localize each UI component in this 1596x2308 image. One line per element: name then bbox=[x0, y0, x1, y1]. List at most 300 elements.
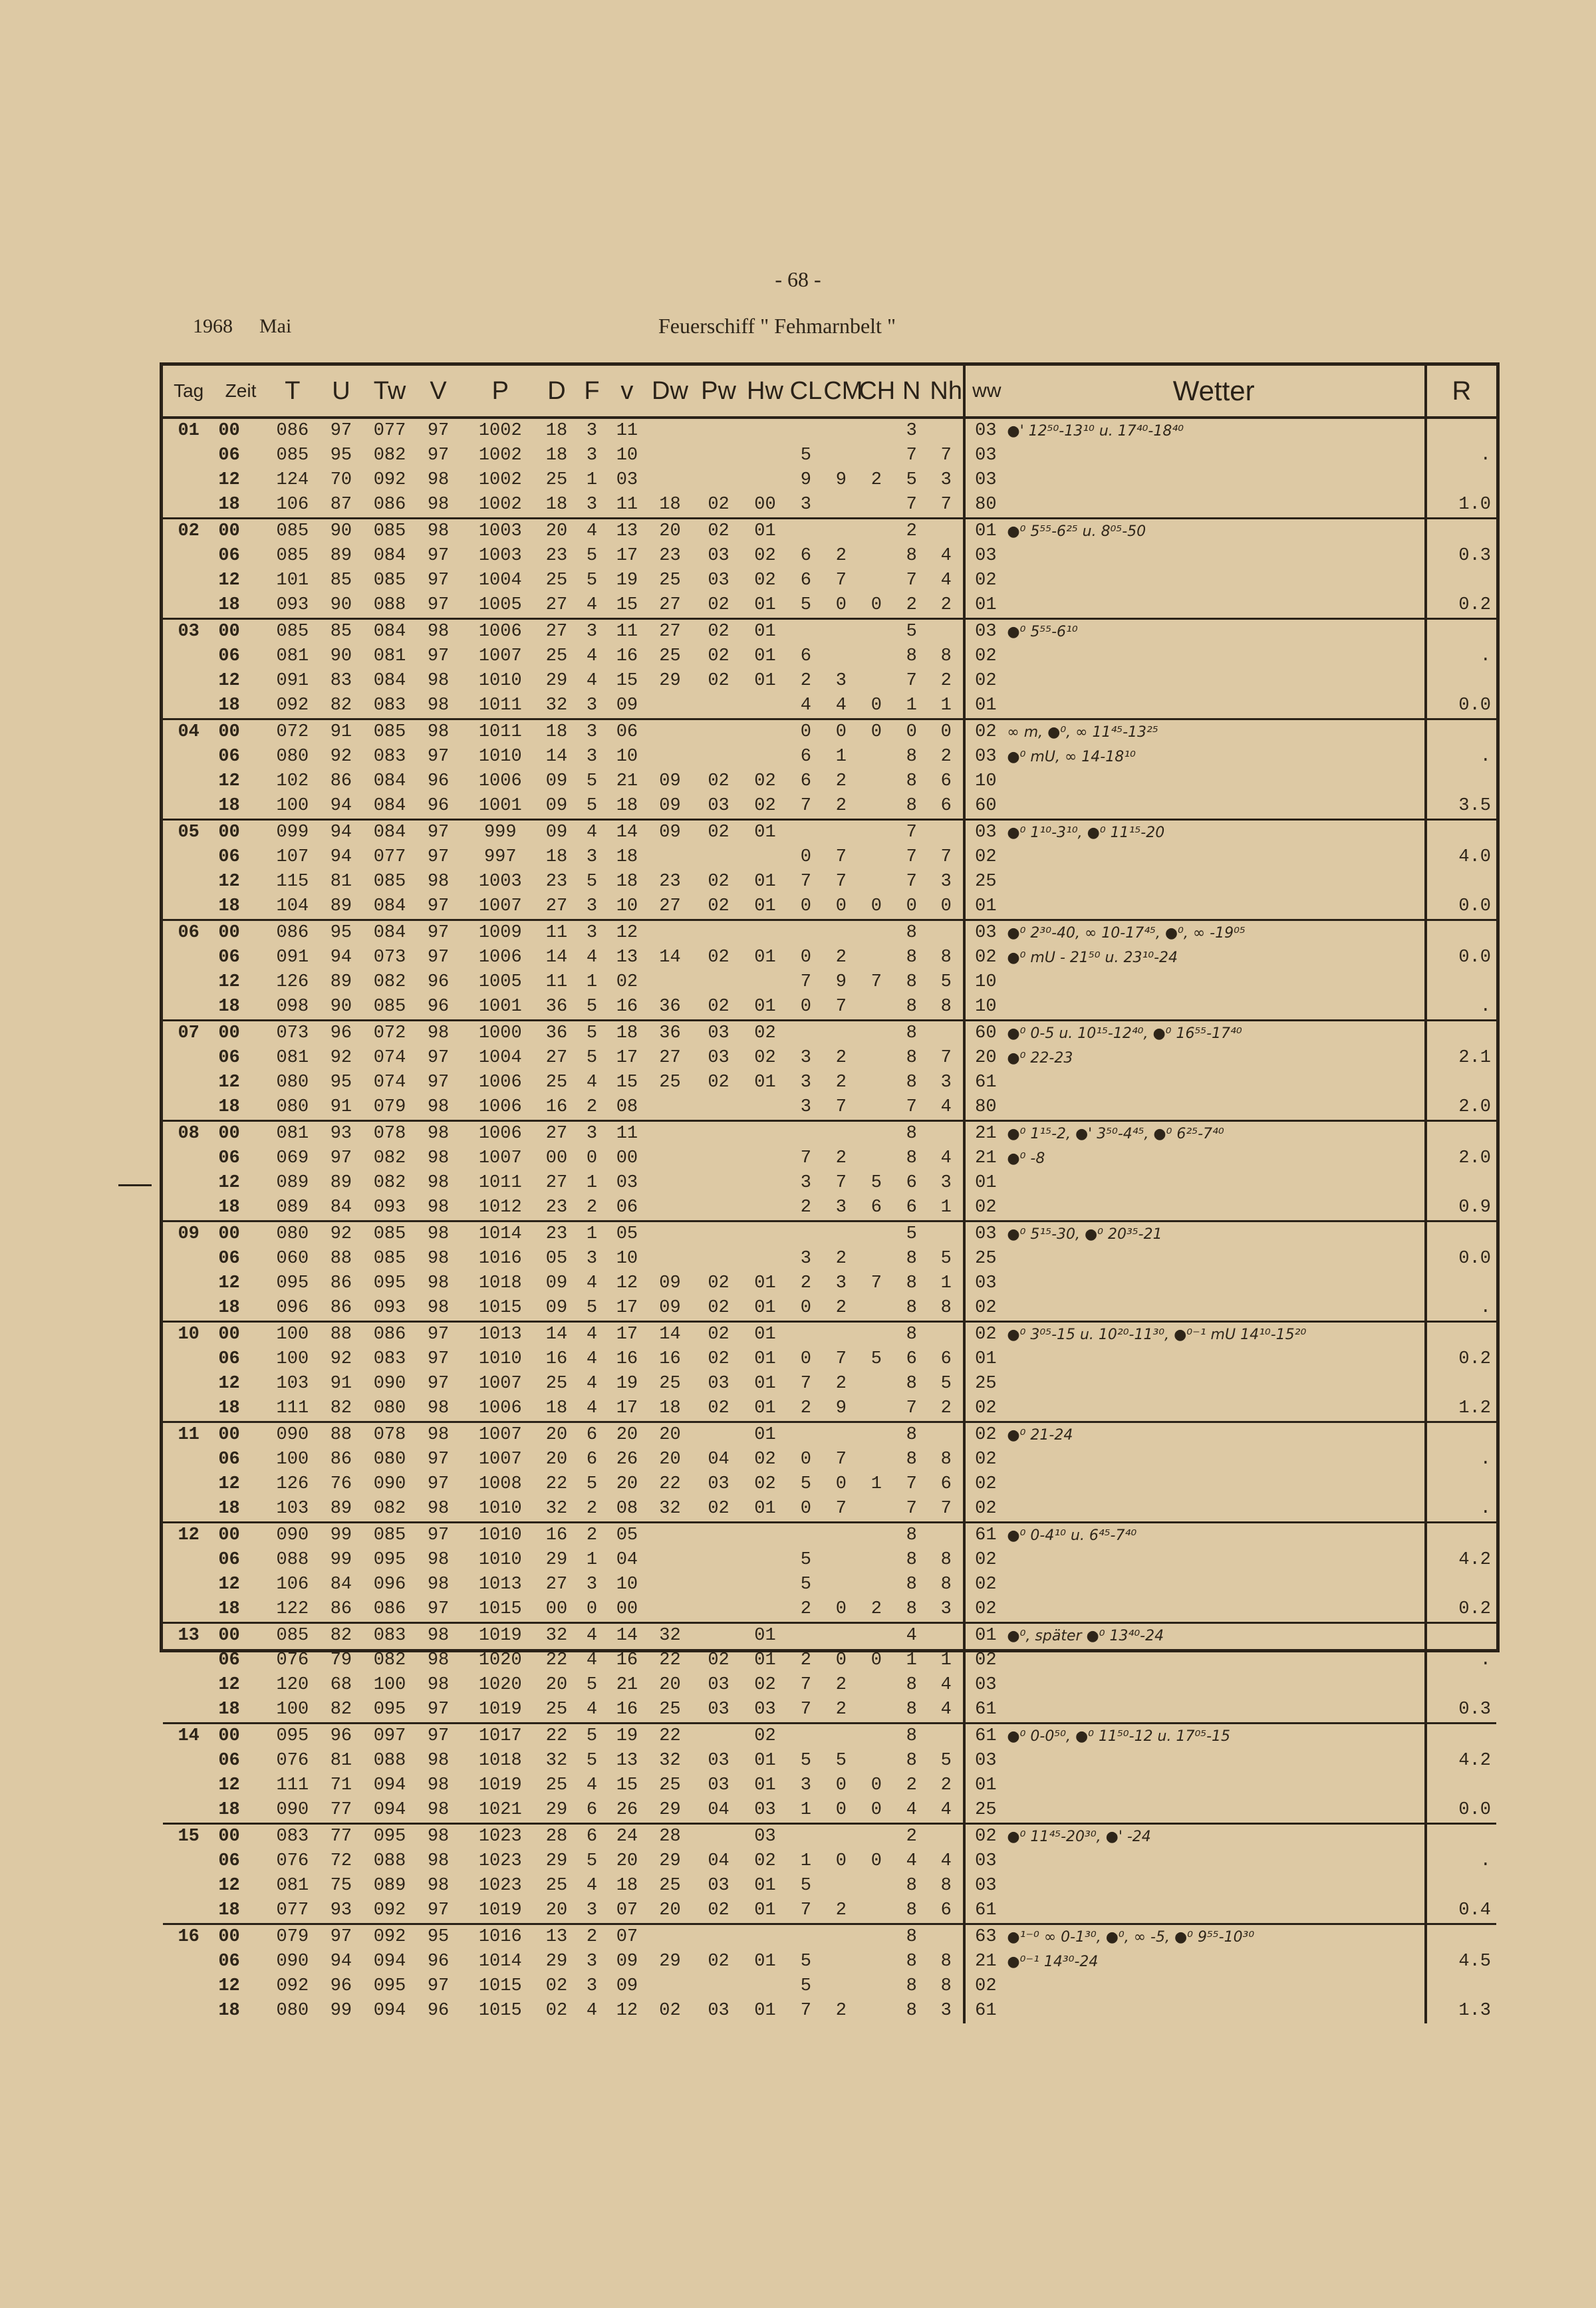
table-row bbox=[163, 946, 1496, 970]
cell-dw: 25 bbox=[659, 1700, 681, 1720]
cell-ww: 61 bbox=[964, 1698, 1003, 1724]
cell-dw bbox=[644, 1247, 695, 1271]
cell-tw: 095 bbox=[373, 1976, 406, 1996]
cell-t: 089 bbox=[276, 1173, 309, 1193]
cell-v: 09 bbox=[616, 696, 638, 715]
cell-t: 080 bbox=[276, 1097, 309, 1117]
cell-n: 7 bbox=[906, 571, 917, 590]
cell-d: 23 bbox=[545, 872, 568, 892]
cell-dw: 25 bbox=[659, 1374, 681, 1394]
cell-u: 94 bbox=[330, 847, 352, 867]
cell-nh: 4 bbox=[940, 571, 952, 590]
cell-v: 97 bbox=[427, 847, 450, 867]
cell-v: 97 bbox=[427, 546, 450, 566]
cell-hw bbox=[742, 719, 789, 745]
cell-n: 8 bbox=[906, 1374, 917, 1394]
cell-d: 29 bbox=[545, 1851, 568, 1871]
cell-cm: 0 bbox=[835, 896, 847, 916]
cell-zeit: 00 bbox=[214, 519, 267, 545]
cell-u: 86 bbox=[330, 1273, 352, 1293]
table-row bbox=[163, 544, 1496, 569]
cell-tw: 093 bbox=[373, 1198, 406, 1218]
cell-v: 98 bbox=[427, 1575, 450, 1595]
cell-u: 88 bbox=[318, 1322, 364, 1348]
cell-f: 4 bbox=[586, 2001, 598, 2021]
cell-wetter bbox=[1003, 669, 1425, 694]
cell-n: 8 bbox=[906, 646, 917, 666]
cell-r bbox=[1426, 1472, 1496, 1497]
cell-tag bbox=[163, 1548, 214, 1573]
cell-tw: 094 bbox=[373, 2001, 406, 2021]
cell-n: 2 bbox=[894, 519, 929, 545]
cell-v: 98 bbox=[427, 1148, 450, 1168]
cell-d: 25 bbox=[545, 1700, 568, 1720]
cell-pw bbox=[696, 1548, 742, 1573]
cell-hw: 01 bbox=[742, 519, 789, 545]
cell-ww: 61 bbox=[964, 1999, 1003, 2023]
cell-f: 5 bbox=[586, 771, 598, 791]
cell-pw: 02 bbox=[708, 671, 730, 691]
cell-zeit: 00 bbox=[214, 1021, 267, 1047]
cell-n: 6 bbox=[906, 1349, 917, 1369]
cell-ww: 02 bbox=[964, 1472, 1003, 1497]
cell-ww: 25 bbox=[964, 1372, 1003, 1396]
cell-wetter bbox=[1003, 544, 1425, 569]
cell-dw: 23 bbox=[659, 546, 681, 566]
cell-hw: 01 bbox=[754, 2001, 776, 2021]
cell-v: 98 bbox=[415, 1121, 462, 1147]
column-header-dw: Dw bbox=[644, 366, 695, 418]
table-row bbox=[163, 820, 1496, 846]
cell-nh: 3 bbox=[940, 470, 952, 490]
cell-d: 27 bbox=[539, 619, 575, 645]
cell-zeit: 18 bbox=[218, 1398, 240, 1418]
cell-ch bbox=[859, 1448, 894, 1472]
cell-dw: 02 bbox=[659, 2001, 681, 2021]
cell-cl bbox=[788, 619, 823, 645]
cell-n: 7 bbox=[906, 847, 917, 867]
cell-wetter: ●⁰ 21-24 bbox=[1003, 1422, 1425, 1448]
cell-p: 1000 bbox=[462, 1021, 539, 1047]
cell-pw: 02 bbox=[708, 1650, 730, 1670]
cell-r bbox=[1426, 468, 1496, 493]
cell-p: 1003 bbox=[478, 872, 522, 892]
column-header-pw: Pw bbox=[696, 366, 742, 418]
cell-tag bbox=[163, 694, 214, 719]
cell-t: 069 bbox=[276, 1148, 309, 1168]
cell-t: 100 bbox=[276, 1700, 309, 1720]
cell-f: 3 bbox=[574, 920, 609, 946]
cell-v: 98 bbox=[427, 1198, 450, 1218]
cell-v: 15 bbox=[616, 595, 638, 615]
table-row bbox=[163, 1347, 1496, 1372]
cell-t: 090 bbox=[276, 1952, 309, 1972]
cell-ww: 03 bbox=[964, 820, 1003, 846]
cell-ch bbox=[859, 569, 894, 593]
cell-hw: 01 bbox=[754, 1298, 776, 1318]
cell-ch: 0 bbox=[870, 1775, 882, 1795]
cell-d: 25 bbox=[545, 571, 568, 590]
cell-tw: 084 bbox=[373, 671, 406, 691]
cell-p: 1014 bbox=[462, 1221, 539, 1247]
cell-t: 095 bbox=[267, 1724, 318, 1749]
cell-hw: 03 bbox=[742, 1824, 789, 1850]
cell-f: 3 bbox=[586, 696, 598, 715]
cell-r bbox=[1426, 1021, 1496, 1047]
cell-pw: 02 bbox=[708, 872, 730, 892]
cell-cl: 5 bbox=[800, 1751, 811, 1771]
cell-n: 8 bbox=[906, 1273, 917, 1293]
cell-f: 5 bbox=[586, 872, 598, 892]
cell-cm: 2 bbox=[835, 1073, 847, 1092]
cell-n: 8 bbox=[894, 1322, 929, 1348]
cell-v: 96 bbox=[427, 796, 450, 816]
cell-tw: 080 bbox=[373, 1450, 406, 1470]
cell-dw: 27 bbox=[659, 1048, 681, 1068]
cell-cm: 4 bbox=[835, 696, 847, 715]
cell-nh: 7 bbox=[940, 446, 952, 465]
cell-dw: 20 bbox=[644, 519, 695, 545]
cell-u: 86 bbox=[330, 1298, 352, 1318]
cell-zeit: 18 bbox=[218, 997, 240, 1017]
cell-dw: 20 bbox=[644, 1422, 695, 1448]
cell-v: 14 bbox=[609, 1623, 644, 1649]
cell-f: 4 bbox=[586, 1349, 598, 1369]
table-row bbox=[163, 1171, 1496, 1196]
cell-cl bbox=[788, 1221, 823, 1247]
cell-u: 71 bbox=[330, 1775, 352, 1795]
cell-pw bbox=[696, 1196, 742, 1221]
cell-tw: 085 bbox=[373, 1249, 406, 1269]
header-month: Mai bbox=[259, 315, 292, 337]
cell-wetter bbox=[1003, 845, 1425, 870]
cell-wetter: ●' 12⁵⁰-13¹⁰ u. 17⁴⁰-18⁴⁰ bbox=[1007, 423, 1184, 440]
cell-f: 6 bbox=[586, 1800, 598, 1820]
cell-ch bbox=[859, 1497, 894, 1523]
table-row bbox=[163, 1673, 1496, 1698]
cell-zeit: 12 bbox=[218, 1474, 240, 1494]
cell-zeit: 12 bbox=[218, 571, 240, 590]
cell-nh: 3 bbox=[940, 1173, 952, 1193]
cell-nh: 4 bbox=[940, 1700, 952, 1720]
cell-r: . bbox=[1426, 644, 1496, 669]
cell-p: 1010 bbox=[478, 747, 522, 767]
cell-cl: 9 bbox=[800, 470, 811, 490]
cell-cm bbox=[823, 1573, 859, 1597]
cell-cm: 1 bbox=[835, 747, 847, 767]
cell-dw: 18 bbox=[659, 1398, 681, 1418]
cell-hw: 02 bbox=[742, 1021, 789, 1047]
cell-nh bbox=[929, 1523, 964, 1549]
cell-hw bbox=[742, 1196, 789, 1221]
table-row bbox=[163, 619, 1496, 645]
cell-d: 13 bbox=[539, 1924, 575, 1950]
cell-d: 02 bbox=[545, 1976, 568, 1996]
cell-dw bbox=[644, 1548, 695, 1573]
cell-tag bbox=[163, 1071, 214, 1095]
cell-p: 1006 bbox=[462, 619, 539, 645]
cell-r bbox=[1426, 1121, 1496, 1147]
cell-f: 5 bbox=[586, 1048, 598, 1068]
cell-v: 98 bbox=[415, 719, 462, 745]
cell-f: 5 bbox=[574, 1724, 609, 1749]
cell-cm bbox=[823, 1548, 859, 1573]
cell-pw: 03 bbox=[696, 1021, 742, 1047]
cell-n: 8 bbox=[906, 1048, 917, 1068]
cell-f: 5 bbox=[586, 571, 598, 590]
cell-d: 29 bbox=[545, 671, 568, 691]
table-row bbox=[163, 694, 1496, 719]
cell-v: 11 bbox=[609, 619, 644, 645]
cell-ww: 60 bbox=[964, 794, 1003, 820]
cell-v: 20 bbox=[616, 1474, 638, 1494]
cell-pw: 04 bbox=[708, 1851, 730, 1871]
cell-cm bbox=[823, 1623, 859, 1649]
table-row bbox=[163, 1396, 1496, 1422]
cell-pw bbox=[696, 1171, 742, 1196]
cell-u: 91 bbox=[318, 719, 364, 745]
cell-ch: 5 bbox=[870, 1349, 882, 1369]
table-row bbox=[163, 1271, 1496, 1296]
cell-p: 1003 bbox=[478, 546, 522, 566]
cell-d: 02 bbox=[545, 2001, 568, 2021]
cell-cm: 2 bbox=[835, 1675, 847, 1695]
cell-t: 126 bbox=[276, 1474, 309, 1494]
cell-t: 088 bbox=[276, 1550, 309, 1570]
cell-t: 111 bbox=[276, 1398, 309, 1418]
cell-wetter bbox=[1003, 1798, 1425, 1824]
cell-v: 10 bbox=[616, 1249, 638, 1269]
cell-t: 120 bbox=[276, 1675, 309, 1695]
cell-cl: 1 bbox=[800, 1851, 811, 1871]
cell-v: 97 bbox=[427, 646, 450, 666]
cell-hw: 01 bbox=[754, 997, 776, 1017]
cell-u: 94 bbox=[318, 820, 364, 846]
cell-pw: 02 bbox=[708, 1073, 730, 1092]
cell-v: 10 bbox=[616, 446, 638, 465]
cell-wetter bbox=[1003, 1396, 1425, 1422]
cell-pw bbox=[696, 1221, 742, 1247]
cell-tw: 088 bbox=[373, 1751, 406, 1771]
cell-pw: 04 bbox=[708, 1450, 730, 1470]
cell-cl: 2 bbox=[800, 1398, 811, 1418]
cell-r bbox=[1426, 1974, 1496, 1999]
cell-n: 8 bbox=[906, 1575, 917, 1595]
cell-v: 96 bbox=[427, 972, 450, 992]
cell-nh bbox=[929, 1824, 964, 1850]
cell-wetter: ●⁰ mU, ∞ 14-18¹⁰ bbox=[1007, 749, 1136, 765]
cell-f: 3 bbox=[586, 747, 598, 767]
cell-pw bbox=[696, 1724, 742, 1749]
cell-r: 4.0 bbox=[1426, 845, 1496, 870]
cell-ch: 0 bbox=[870, 1851, 882, 1871]
column-header-t: T bbox=[267, 366, 318, 418]
cell-u: 97 bbox=[330, 1148, 352, 1168]
cell-cl: 6 bbox=[800, 546, 811, 566]
cell-cl: 0 bbox=[800, 1349, 811, 1369]
cell-cm bbox=[823, 1322, 859, 1348]
cell-ww: 01 bbox=[964, 1171, 1003, 1196]
cell-dw: 18 bbox=[659, 495, 681, 515]
cell-tag: 16 bbox=[163, 1924, 214, 1950]
cell-t: 126 bbox=[276, 972, 309, 992]
cell-cl: 6 bbox=[800, 646, 811, 666]
cell-r: 1.0 bbox=[1426, 493, 1496, 519]
cell-hw bbox=[742, 418, 789, 444]
cell-v: 05 bbox=[609, 1221, 644, 1247]
cell-u: 89 bbox=[330, 1173, 352, 1193]
cell-tag bbox=[163, 1874, 214, 1898]
cell-v: 13 bbox=[616, 948, 638, 967]
table-row bbox=[163, 745, 1496, 769]
cell-wetter: ●⁰ 0-0⁵⁰, ●⁰ 11⁵⁰-12 u. 17⁰⁵-15 bbox=[1003, 1724, 1425, 1749]
cell-p: 1002 bbox=[478, 421, 522, 441]
cell-pw bbox=[696, 1121, 742, 1147]
cell-ww: 02 bbox=[964, 1448, 1003, 1472]
cell-f: 2 bbox=[574, 1924, 609, 1950]
cell-tw: 086 bbox=[373, 1599, 406, 1619]
cell-v: 06 bbox=[616, 1198, 638, 1218]
cell-tag bbox=[163, 468, 214, 493]
cell-ch: 7 bbox=[870, 1273, 882, 1293]
cell-tag bbox=[163, 1698, 214, 1724]
cell-v: 19 bbox=[609, 1724, 644, 1749]
cell-u: 76 bbox=[330, 1474, 352, 1494]
cell-tag bbox=[163, 1095, 214, 1121]
cell-ch bbox=[859, 1573, 894, 1597]
cell-zeit: 00 bbox=[214, 1523, 267, 1549]
table-row bbox=[163, 1924, 1496, 1950]
cell-nh: 3 bbox=[940, 2001, 952, 2021]
cell-p: 1017 bbox=[462, 1724, 539, 1749]
cell-pw bbox=[696, 845, 742, 870]
cell-v: 13 bbox=[616, 1751, 638, 1771]
cell-hw bbox=[742, 920, 789, 946]
cell-nh: 8 bbox=[940, 948, 952, 967]
cell-d: 32 bbox=[545, 1751, 568, 1771]
cell-v: 10 bbox=[616, 1575, 638, 1595]
cell-wetter bbox=[1003, 1071, 1425, 1095]
cell-tag bbox=[163, 1849, 214, 1874]
cell-f: 4 bbox=[574, 519, 609, 545]
header-station: Feuerschiff " Fehmarnbelt " bbox=[658, 314, 896, 338]
cell-ww: 02 bbox=[964, 1548, 1003, 1573]
cell-cm: 7 bbox=[835, 1349, 847, 1369]
cell-wetter: ●⁰ 2³⁰-40, ∞ 10-17⁴⁵, ●⁰, ∞ -19⁰⁵ bbox=[1003, 920, 1425, 946]
cell-v: 12 bbox=[609, 920, 644, 946]
cell-p: 1020 bbox=[478, 1675, 522, 1695]
cell-pw: 02 bbox=[696, 820, 742, 846]
cell-t: 099 bbox=[267, 820, 318, 846]
cell-tw: 082 bbox=[373, 1173, 406, 1193]
cell-d: 23 bbox=[545, 1198, 568, 1218]
cell-tag bbox=[163, 1597, 214, 1623]
cell-hw: 03 bbox=[754, 1800, 776, 1820]
cell-d: 20 bbox=[539, 519, 575, 545]
cell-ww: 02 bbox=[964, 1497, 1003, 1523]
cell-hw: 02 bbox=[754, 571, 776, 590]
cell-t: 081 bbox=[276, 646, 309, 666]
cell-d: 25 bbox=[545, 470, 568, 490]
table-row bbox=[163, 1773, 1496, 1798]
table-row bbox=[163, 1296, 1496, 1322]
cell-d: 25 bbox=[545, 1073, 568, 1092]
cell-nh: 2 bbox=[940, 671, 952, 691]
cell-dw bbox=[644, 444, 695, 468]
cell-d: 29 bbox=[545, 1800, 568, 1820]
cell-nh: 7 bbox=[940, 1048, 952, 1068]
cell-d: 32 bbox=[545, 1499, 568, 1519]
cell-v: 16 bbox=[616, 1700, 638, 1720]
cell-tw: 083 bbox=[364, 1623, 415, 1649]
cell-cl bbox=[788, 1623, 823, 1649]
cell-pw bbox=[696, 1422, 742, 1448]
cell-tag bbox=[163, 1396, 214, 1422]
cell-v: 17 bbox=[616, 546, 638, 566]
cell-nh: 8 bbox=[940, 1976, 952, 1996]
cell-wetter bbox=[1003, 1271, 1425, 1296]
cell-u: 82 bbox=[330, 696, 352, 715]
cell-tw: 085 bbox=[364, 519, 415, 545]
cell-t: 091 bbox=[276, 948, 309, 967]
cell-v: 97 bbox=[427, 595, 450, 615]
cell-ww: 03 bbox=[964, 1221, 1003, 1247]
cell-cm bbox=[823, 1422, 859, 1448]
cell-v: 20 bbox=[616, 1851, 638, 1871]
cell-wetter: ●⁰ 22-23 bbox=[1007, 1050, 1073, 1067]
cell-cm: 0 bbox=[835, 1775, 847, 1795]
cell-u: 91 bbox=[330, 1374, 352, 1394]
cell-hw: 01 bbox=[754, 646, 776, 666]
table-row bbox=[163, 1798, 1496, 1824]
table-row bbox=[163, 1597, 1496, 1623]
cell-ch: 0 bbox=[859, 719, 894, 745]
cell-hw bbox=[742, 444, 789, 468]
cell-ww: 25 bbox=[964, 1247, 1003, 1271]
cell-wetter bbox=[1003, 1372, 1425, 1396]
cell-cl: 7 bbox=[800, 1700, 811, 1720]
cell-n: 8 bbox=[894, 1422, 929, 1448]
header-row bbox=[163, 366, 1496, 418]
cell-nh: 8 bbox=[940, 997, 952, 1017]
cell-cm bbox=[823, 1974, 859, 1999]
cell-hw bbox=[742, 845, 789, 870]
cell-cm: 2 bbox=[835, 546, 847, 566]
cell-v: 97 bbox=[427, 1374, 450, 1394]
table-row bbox=[163, 794, 1496, 820]
weather-table-frame bbox=[160, 362, 1500, 2021]
cell-ch bbox=[859, 794, 894, 820]
cell-d: 16 bbox=[545, 1349, 568, 1369]
cell-r bbox=[1426, 1171, 1496, 1196]
cell-cl: 6 bbox=[800, 747, 811, 767]
cell-zeit: 06 bbox=[218, 1751, 240, 1771]
cell-r: . bbox=[1426, 1448, 1496, 1472]
cell-t: 111 bbox=[276, 1775, 309, 1795]
cell-pw bbox=[696, 1597, 742, 1623]
cell-n: 7 bbox=[906, 671, 917, 691]
cell-pw: 02 bbox=[708, 646, 730, 666]
column-header-tag: Tag bbox=[163, 366, 214, 418]
cell-r bbox=[1426, 920, 1496, 946]
cell-t: 124 bbox=[276, 470, 309, 490]
cell-r: 4.5 bbox=[1426, 1950, 1496, 1974]
cell-tag bbox=[163, 845, 214, 870]
cell-tag bbox=[163, 669, 214, 694]
cell-d: 09 bbox=[545, 771, 568, 791]
cell-n: 8 bbox=[906, 997, 917, 1017]
cell-v: 98 bbox=[415, 1824, 462, 1850]
